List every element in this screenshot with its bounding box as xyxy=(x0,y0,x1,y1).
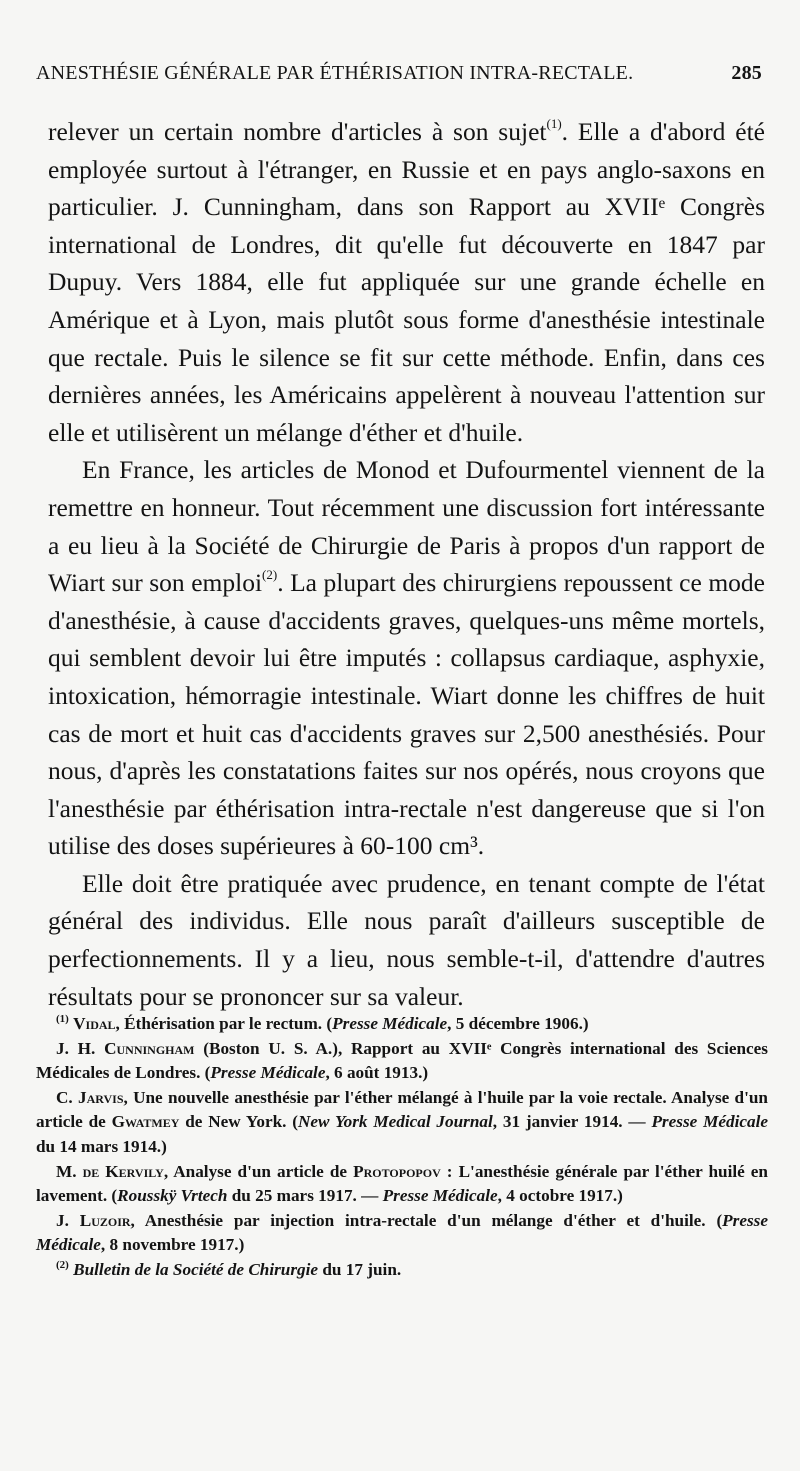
main-text xyxy=(48,113,765,1015)
footnote: $^{(1)}$ Vidal, Éthérisation par le rectum. (Presse Médicale, 5 décembre 1906.) xyxy=(56,1013,589,1033)
footnotes xyxy=(36,1012,768,1283)
paragraph: relever un certain nombre d'articles à son sujet$^{(1)}$. Elle a d'abord été employée surtout à l'étranger, en Russie et en pays anglo-saxons en particulier. J. Cunningham, dans son Rapport au XVIIᵉ Congrès international de Londres, dit qu'elle fut découverte en 1847 par Dupuy. Vers 1884, elle fut appliquée sur une grande échelle en Amérique et à Lyon, mais plutôt sous forme d'anesthésie intestinale que rectale. Puis le silence se fit sur cette méthode. Enfin, dans ces dernières années, les Américains appelèrent à nouveau l'attention sur elle et utilisèrent un mélange d'éther et d'huile. xyxy=(48,116,766,447)
footnote: M. de Kervily, Analyse d'un article de Protopopov : L'anesthésie générale par l'éther huilé en lavement. (Rousskÿ Vrtech du 25 mars 1917. — Presse Médicale, 4 octobre 1917.) xyxy=(36,1161,768,1206)
page-number: 285 xyxy=(731,62,762,84)
footnote: C. Jarvis, Une nouvelle anesthésie par l'éther mélangé à l'huile par la voie rectale. Analyse d'un article de Gwatmey de New York. (New York Medical Journal, 31 janvier 1914. — Presse Médicale du 14 mars 1914.) xyxy=(36,1087,768,1156)
footnote-ref: (2) xyxy=(262,567,278,583)
running-header xyxy=(36,62,762,85)
footnote-ref: (1) xyxy=(546,116,562,131)
paragraph: Elle doit être pratiquée avec prudence, en tenant compte de l'état général des individus. Elle nous paraît d'ailleurs susceptible de perfectionnements. Il y a lieu, nous semble-t-il, d'attendre d'autres résultats pour se prononcer sur sa valeur. xyxy=(48,868,765,1011)
footnote: J. H. Cunningham (Boston U. S. A.), Rapport au XVIIᵉ Congrès international des Sciences Médicales de Londres. (Presse Médicale, 6 août 1913.) xyxy=(36,1038,768,1083)
footnote: J. Luzoir, Anesthésie par injection intra-rectale d'un mélange d'éther et d'huile. (Presse Médicale, 8 novembre 1917.) xyxy=(36,1210,768,1255)
paragraph: En France, les articles de Monod et Dufourmentel viennent de la remettre en honneur. Tout récemment une discussion fort intéressante a eu lieu à la Société de Chirurgie de Paris à propos d'un rapport de Wiart sur son emploi$^{(2)}$. La plupart des chirurgiens repoussent ce mode d'anesthésie, à cause d'accidents graves, quelques-uns même mortels, qui semblent devoir lui être imputés : collapsus cardiaque, asphyxie, intoxication, hémorragie intestinale. Wiart donne les chiffres de huit cas de mort et huit cas d'accidents graves sur 2,500 anesthésiés. Pour nous, d'après les constatations faites sur nos opérés, nous croyons que l'anesthésie par éthérisation intra-rectale n'est dangereuse que si l'on utilise des doses supérieures à 60-100 cm³. xyxy=(48,455,766,861)
footnote: $^{(2)}$ Bulletin de la Société de Chirurgie du 17 juin. xyxy=(56,1258,402,1279)
running-title: ANESTHÉSIE GÉNÉRALE PAR ÉTHÉRISATION INTRA-RECTALE. xyxy=(36,62,634,84)
